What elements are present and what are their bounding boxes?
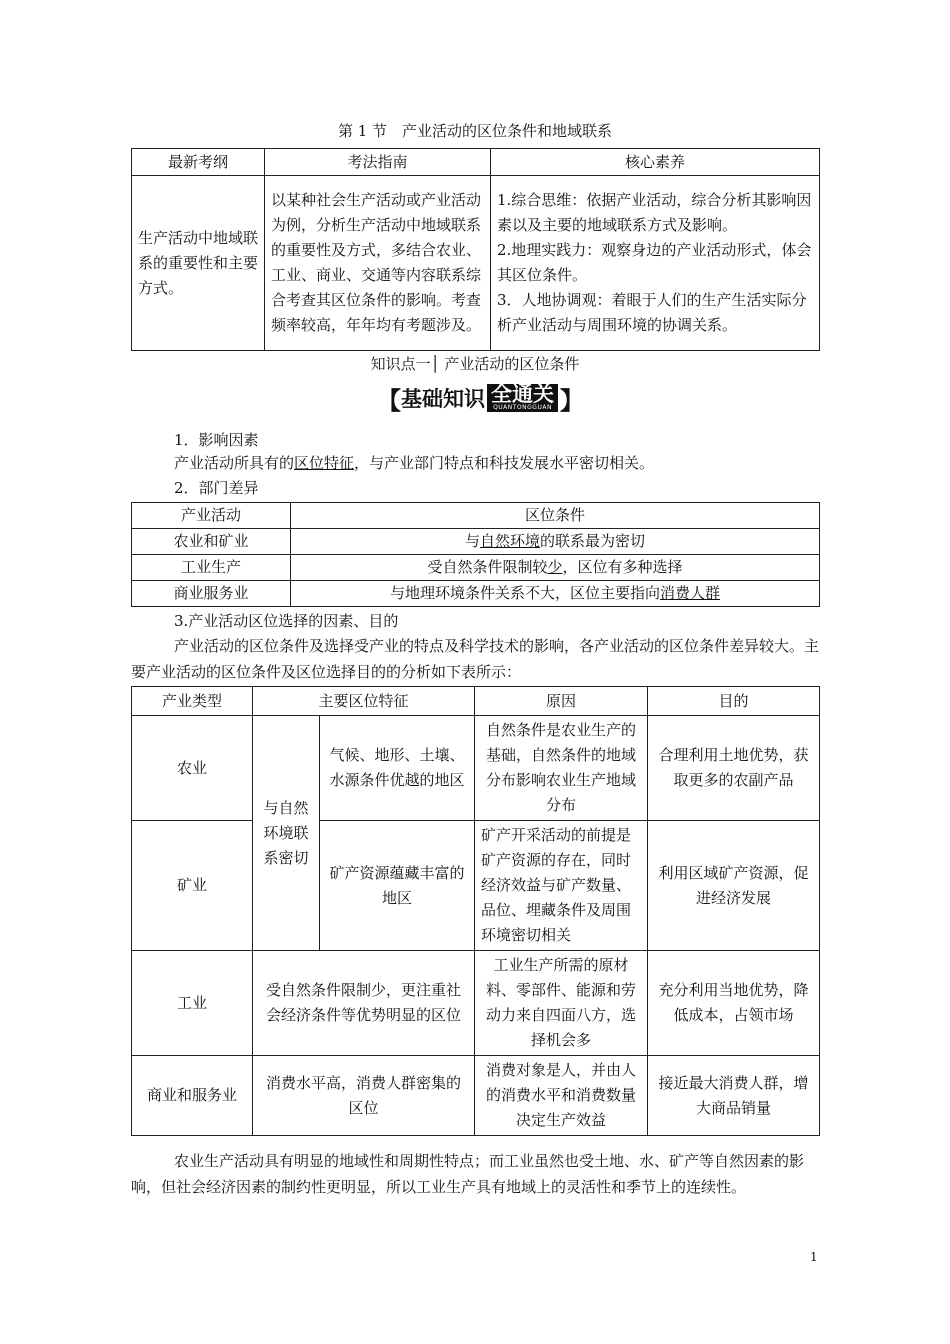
section2-heading: 2．部门差异 xyxy=(174,479,259,497)
location-analysis-table xyxy=(131,686,820,1136)
sector-difference-table xyxy=(131,502,820,607)
table-row xyxy=(132,821,820,951)
industry-type: 工业 xyxy=(132,951,253,1056)
method-cell: 以某种社会生产活动或产业活动为例，分析生产活动中地域联系的重要性及方式，多结合农业、工业、商业、交通等内容联系综合考查其区位条件的影响。考查频率较高，年年均有考题涉及。 xyxy=(265,176,491,351)
sector-name: 农业和矿业 xyxy=(132,529,291,555)
table-row xyxy=(132,555,820,581)
table-header-row xyxy=(132,149,820,176)
header-cell: 目的 xyxy=(648,687,820,716)
location-feature: 矿产资源蕴藏丰富的地区 xyxy=(320,821,475,951)
text-fragment: 与地理环境条件关系不大，区位主要指向 xyxy=(389,584,660,602)
bracket-right: 】 xyxy=(560,386,584,415)
bracket-left: 【 xyxy=(377,386,401,415)
header-cell: 核心素养 xyxy=(491,149,820,176)
banner-badge-text: 全通关 xyxy=(491,382,554,406)
location-feature: 气候、地形、土壤、水源条件优越的地区 xyxy=(320,716,475,821)
table-row xyxy=(132,1056,820,1136)
industry-type: 商业和服务业 xyxy=(132,1056,253,1136)
reason-cell: 工业生产所需的原材料、零部件、能源和劳动力来自四面八方，选择机会多 xyxy=(475,951,648,1056)
closing-paragraph: 农业生产活动具有明显的地域性和周期性特点；而工业虽然也受土地、水、矿产等自然因素的影响，但社会经济因素的制约性更明显，所以工业生产具有地域上的灵活性和季节上的连续性。 xyxy=(131,1152,805,1196)
industry-type: 矿业 xyxy=(132,821,253,951)
location-feature: 受自然条件限制少，更注重社会经济条件等优势明显的区位 xyxy=(253,951,475,1056)
underlined-term: 少 xyxy=(547,558,563,576)
table-row xyxy=(132,529,820,555)
sector-name: 商业服务业 xyxy=(132,581,291,607)
shared-feature: 与自然环境联系密切 xyxy=(253,716,320,951)
underlined-term: 区位特征 xyxy=(294,454,355,472)
text-fragment: 的联系最为密切 xyxy=(540,532,646,550)
literacy-item: 2.地理实践力：观察身边的产业活动形式，体会其区位条件。 xyxy=(497,241,812,284)
sector-condition xyxy=(291,529,820,555)
location-feature: 消费水平高，消费人群密集的区位 xyxy=(253,1056,475,1136)
header-cell: 产业类型 xyxy=(132,687,253,716)
purpose-cell: 合理利用土地优势，获取更多的农副产品 xyxy=(648,716,820,821)
purpose-cell: 利用区域矿产资源，促进经济发展 xyxy=(648,821,820,951)
literacy-item: 3．人地协调观：着眼于人们的生产生活实际分析产业活动与周围环境的协调关系。 xyxy=(497,291,807,334)
text-fragment: 产业活动所具有的 xyxy=(174,454,295,472)
table-row xyxy=(132,716,820,821)
section1-text xyxy=(174,451,654,475)
section-title: 第 1 节 产业活动的区位条件和地域联系 xyxy=(337,122,613,140)
purpose-cell: 充分利用当地优势，降低成本，占领市场 xyxy=(648,951,820,1056)
text-fragment: ，区位有多种选择 xyxy=(562,558,683,576)
header-cell: 原因 xyxy=(475,687,648,716)
section3-intro: 产业活动的区位条件及选择受产业的特点及科学技术的影响，各产业活动的区位条件差异较大。主要产业活动的区位条件及区位选择目的的分析如下表所示： xyxy=(131,637,820,681)
section3-heading: 3.产业活动区位选择的因素、目的 xyxy=(174,612,399,630)
literacy-item: 1.综合思维：依据产业活动，综合分析其影响因素以及主要的地域联系方式及影响。 xyxy=(497,191,812,234)
table-header-row xyxy=(132,503,820,529)
knowledge-point-heading: 知识点一│ 产业活动的区位条件 xyxy=(370,355,580,373)
section1-heading: 1．影响因素 xyxy=(174,431,259,449)
text-fragment: 受自然条件限制较 xyxy=(427,558,548,576)
header-cell: 产业活动 xyxy=(132,503,291,529)
header-cell: 考法指南 xyxy=(265,149,491,176)
text-fragment: 与 xyxy=(464,532,480,550)
text-fragment: ，与产业部门特点和科技发展水平密切相关。 xyxy=(354,454,655,472)
basic-knowledge-banner xyxy=(377,382,584,414)
underlined-term: 自然环境 xyxy=(479,532,540,550)
banner-badge-subtext: QUANTONGGUAN xyxy=(493,404,552,411)
underlined-term: 消费人群 xyxy=(660,584,721,602)
literacy-cell xyxy=(491,176,820,351)
table-header-row xyxy=(132,687,820,716)
table-row xyxy=(132,951,820,1056)
purpose-cell: 接近最大消费人群，增大商品销量 xyxy=(648,1056,820,1136)
exam-guide-table xyxy=(131,148,820,351)
syllabus-cell: 生产活动中地域联系的重要性和主要方式。 xyxy=(132,176,265,351)
sector-condition xyxy=(291,581,820,607)
reason-cell: 消费对象是人，并由人的消费水平和消费数量决定生产效益 xyxy=(475,1056,648,1136)
table-row xyxy=(132,581,820,607)
industry-type: 农业 xyxy=(132,716,253,821)
sector-condition xyxy=(291,555,820,581)
header-cell: 主要区位特征 xyxy=(253,687,475,716)
sector-name: 工业生产 xyxy=(132,555,291,581)
reason-cell: 自然条件是农业生产的基础，自然条件的地域分布影响农业生产地域分布 xyxy=(475,716,648,821)
header-cell: 最新考纲 xyxy=(132,149,265,176)
table-row xyxy=(132,176,820,351)
header-cell: 区位条件 xyxy=(291,503,820,529)
banner-text: 基础知识 xyxy=(401,387,485,411)
reason-cell: 矿产开采活动的前提是矿产资源的存在，同时经济效益与矿产数量、品位、埋藏条件及周围环境密切相关 xyxy=(475,821,648,951)
banner-badge xyxy=(487,384,558,412)
page-number: 1 xyxy=(810,1250,818,1264)
